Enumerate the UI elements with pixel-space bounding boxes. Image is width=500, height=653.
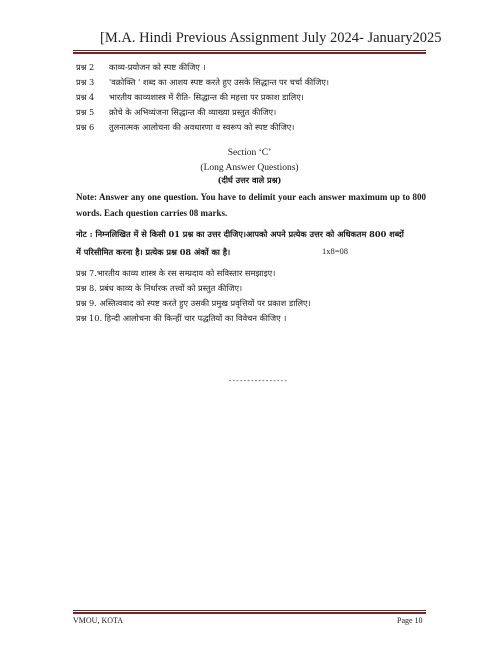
long-question-7: प्रश्न 7.भारतीय काव्य शास्त्र के रस सम्प्रदाय को सविस्तार समझाइए। bbox=[76, 268, 276, 278]
question-row bbox=[76, 92, 304, 103]
question-row bbox=[76, 122, 294, 133]
section-subtitle-hindi: (दीर्घ उत्तर वाले प्रश्न) bbox=[217, 175, 282, 185]
question-text: क्रोचे के अभिव्यंजना सिद्धान्त की व्याख्या प्रस्तुत कीजिए। bbox=[109, 107, 277, 117]
footer-page-number: Page 10 bbox=[397, 616, 423, 625]
long-question-9: प्रश्न 9. अस्तित्ववाद को स्पष्ट करते हुए उसकी प्रमुख प्रवृत्तियों पर प्रकाश डालिए। bbox=[76, 298, 311, 308]
footer-rule-top bbox=[73, 610, 426, 611]
question-number: प्रश्न 6 bbox=[76, 122, 95, 132]
header-rule-top bbox=[73, 50, 426, 51]
header-rule-bottom bbox=[73, 52, 426, 54]
question-number: प्रश्न 5 bbox=[76, 107, 95, 117]
question-number: प्रश्न 3 bbox=[76, 77, 95, 87]
question-text: भारतीय काव्यशास्त्र में रीति- सिद्धान्त की महत्ता पर प्रकाश डालिए। bbox=[109, 92, 304, 102]
question-number: प्रश्न 4 bbox=[76, 92, 95, 102]
question-text: काव्य-प्रयोजन को स्पष्ट कीजिए । bbox=[109, 62, 206, 72]
footer-rule-bottom bbox=[73, 612, 426, 614]
section-subtitle: (Long Answer Questions) bbox=[200, 163, 299, 173]
long-question-8: प्रश्न 8. प्रबंध काव्य के निर्धारक तत्त्वों को प्रस्तुत कीजिए। bbox=[76, 283, 243, 293]
question-row bbox=[76, 107, 276, 118]
note-english: Note: Answer any one question. You have to delimit your each answer maximum up to 800 words. Each question carries 08 marks. bbox=[76, 192, 426, 218]
question-number: प्रश्न 2 bbox=[76, 62, 95, 72]
note-hindi-line-1: नोट : निम्नलिखित में से किसी 01 प्रश्न का उत्तर दीजिए।आपको अपने प्रत्येक उत्तर को अधिकतम 800 शब्दों bbox=[76, 229, 404, 239]
page-header-title: [M.A. Hindi Previous Assignment July 2024- January2025 bbox=[100, 30, 442, 46]
footer-institution: VMOU, KOTA bbox=[73, 616, 124, 625]
section-title: Section ‘C’ bbox=[227, 148, 272, 158]
note-hindi-line-2: में परिसीमित करना है। प्रत्येक प्रश्न 08 अंकों का है। bbox=[76, 247, 231, 257]
question-row bbox=[76, 62, 206, 73]
question-row bbox=[76, 77, 329, 88]
long-question-10: प्रश्न 10. हिन्दी आलोचना की किन्हीं चार पद्धतियों का विवेचन कीजिए । bbox=[76, 313, 287, 323]
question-text: तुलनात्मक आलोचना की अवधारणा व स्वरूप को स्पष्ट कीजिए। bbox=[109, 122, 295, 132]
question-text: 'वक्रोक्ति ' शब्द का आशय स्पष्ट करते हुए उसके सिद्धान्त पर चर्चा कीजिए। bbox=[109, 77, 329, 87]
end-separator: ---------------- bbox=[228, 378, 288, 386]
marks-scheme: 1x8=08 bbox=[322, 246, 349, 256]
